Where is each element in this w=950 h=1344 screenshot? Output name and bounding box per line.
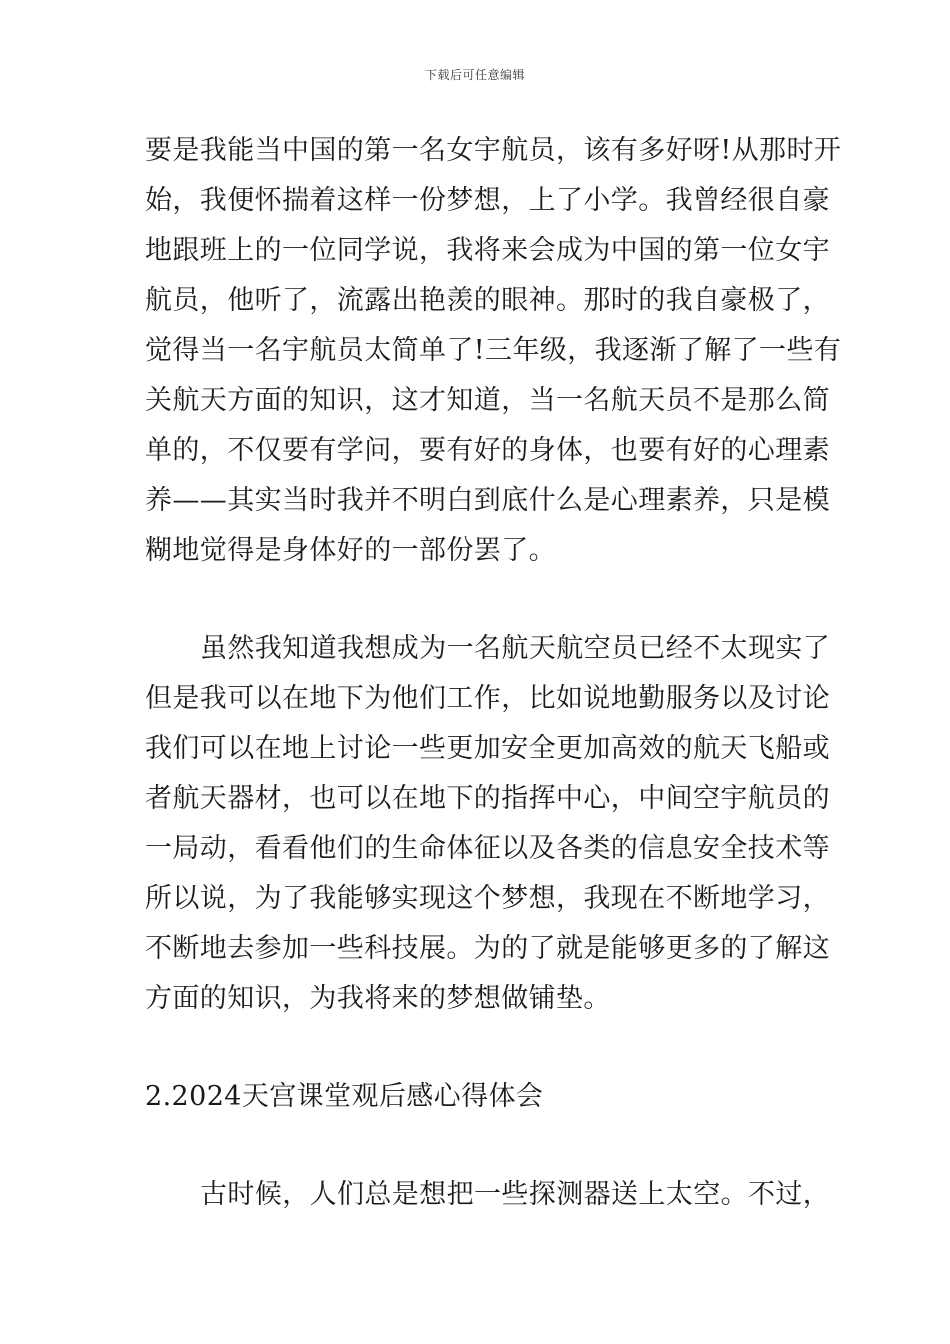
page-header: 下载后可任意编辑 [424, 68, 525, 82]
paragraph-2-line: 我们可以在地上讨论一些更加安全更加高效的航天飞船或 [145, 733, 830, 764]
paragraph-2-line: 但是我可以在地下为他们工作，比如说地勤服务以及讨论 [145, 683, 830, 714]
section-heading: 2.2024天宫课堂观后感心得体会 [145, 1081, 544, 1112]
paragraph-1-line: 航员，他听了，流露出艳羡的眼神。那时的我自豪极了， [145, 285, 830, 316]
paragraph-1-line: 糊地觉得是身体好的一部份罢了。 [145, 535, 556, 566]
paragraph-1-line: 关航天方面的知识，这才知道，当一名航天员不是那么简 [145, 385, 830, 416]
paragraph-2-line: 者航天器材，也可以在地下的指挥中心，中间空宇航员的 [145, 783, 830, 814]
paragraph-1-line: 始，我便怀揣着这样一份梦想，上了小学。我曾经很自豪 [145, 185, 830, 216]
paragraph-1-line: 单的，不仅要有学问，要有好的身体，也要有好的心理素 [145, 435, 830, 466]
paragraph-2-line: 不断地去参加一些科技展。为的了就是能够更多的了解这 [145, 933, 830, 964]
paragraph-3-line: 古时候，人们总是想把一些探测器送上太空。不过， [200, 1179, 831, 1210]
paragraph-1-line: 觉得当一名宇航员太简单了!三年级，我逐渐了解了一些有 [145, 335, 842, 366]
paragraph-2-line: 一局动，看看他们的生命体征以及各类的信息安全技术等 [145, 833, 830, 864]
paragraph-1-line: 地跟班上的一位同学说，我将来会成为中国的第一位女宇 [145, 235, 830, 266]
paragraph-2-line: 方面的知识，为我将来的梦想做铺垫。 [145, 983, 611, 1014]
paragraph-2-line: 虽然我知道我想成为一名航天航空员已经不太现实了 [200, 633, 831, 664]
paragraph-1-line: 要是我能当中国的第一名女宇航员，该有多好呀!从那时开 [145, 135, 842, 166]
paragraph-2-line: 所以说，为了我能够实现这个梦想，我现在不断地学习， [145, 883, 830, 914]
paragraph-1-line: 养——其实当时我并不明白到底什么是心理素养，只是模 [145, 485, 830, 516]
